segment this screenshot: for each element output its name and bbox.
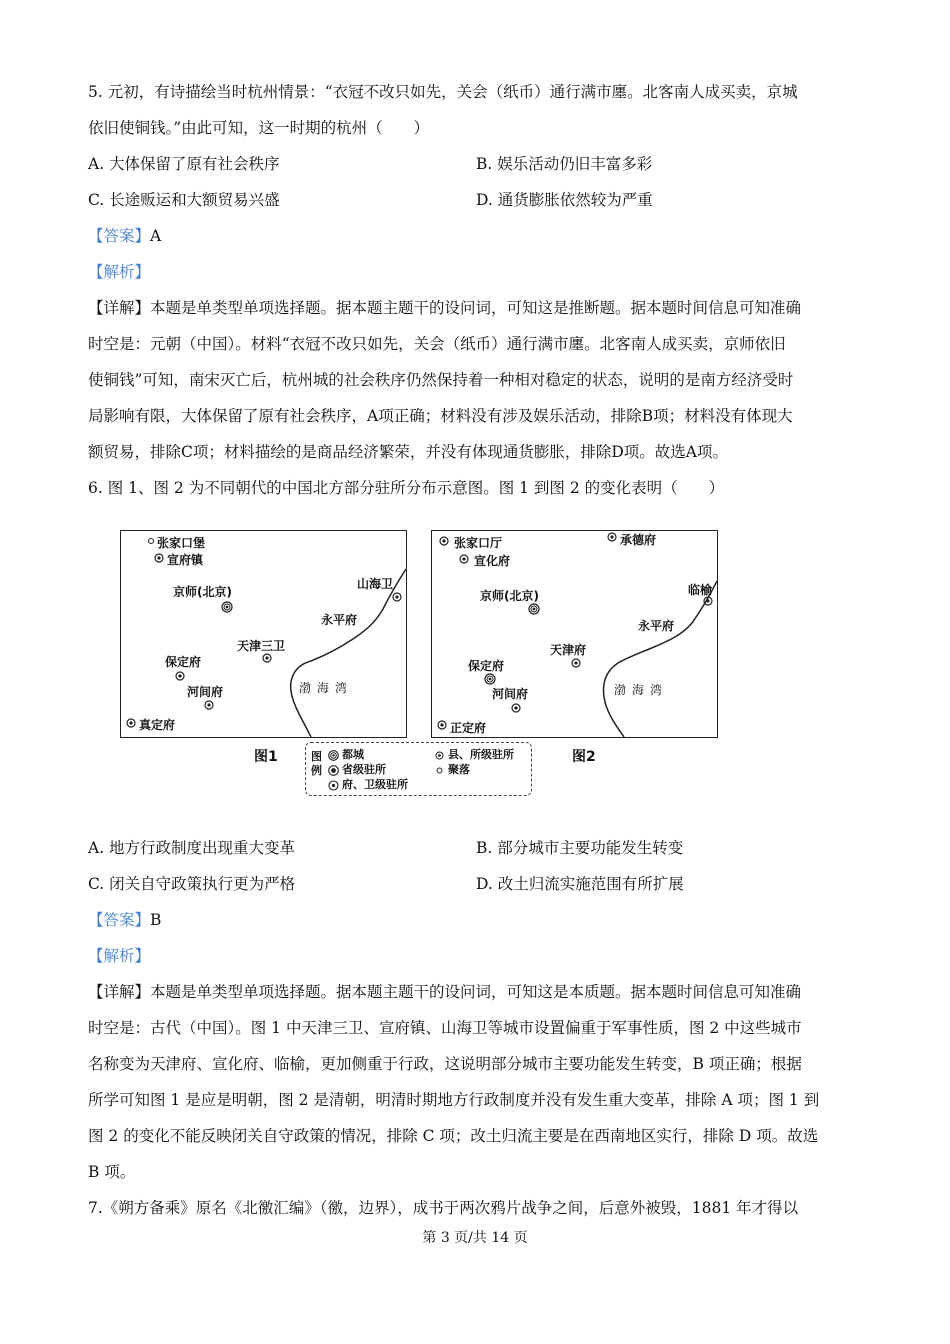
map1-label-yongping: 永平府 (321, 613, 358, 627)
map1-label-shanhaiwei: 山海卫 (357, 577, 394, 591)
map1-marker-baoding (176, 672, 184, 680)
q6-detail-line-5: 图 2 的变化不能反映闭关自守政策的情况，排除 C 项；改土归流主要是在西南地区实行，排除 D 项。故选 (88, 1127, 819, 1145)
q6-option-b: B. 部分城市主要功能发生转变 (476, 839, 684, 857)
map2-label-baoding: 保定府 (468, 659, 505, 673)
q5-detail-line-3: 使铜钱”可知，南宋灭亡后，杭州城的社会秩序仍然保持着一种相对稳定的状态，说明的是南方经济受时 (88, 371, 794, 389)
q6-option-a: A. 地方行政制度出现重大变革 (88, 839, 296, 857)
q6-option-c: C. 闭关自守政策执行更为严格 (88, 875, 296, 893)
q6-analysis-tag: 【解析】 (88, 947, 151, 965)
legend-prefecture-icon (328, 780, 339, 791)
q5-stem-line-1: 5. 元初，有诗描绘当时杭州情景：“衣冠不改只如先，关会（纸币）通行满市廛。北客南人成买卖，京城 (88, 83, 798, 101)
map1-settlement-dot (149, 539, 154, 544)
map2-marker-tianjin (572, 659, 580, 667)
legend-settlement-label: 聚落 (448, 763, 470, 776)
q6-answer (88, 902, 863, 938)
legend-capital-icon (328, 750, 339, 761)
map-2 (431, 530, 718, 738)
q5-options-row-1 (88, 146, 863, 182)
q6-detail-line-1 (88, 974, 863, 1010)
map2-marker-chengde (608, 533, 616, 541)
q5-analysis-tag: 【解析】 (88, 263, 151, 281)
legend-provincial-icon (328, 765, 339, 776)
q5-options-row-2 (88, 182, 863, 218)
q7-stem-line-1: 7.《朔方备乘》原名《北徼汇编》（徼，边界），成书于两次鸦片战争之间，后意外被毁，1881 年才得以 (88, 1199, 799, 1217)
q5-detail-line-5: 额贸易，排除C项；材料描绘的是商品经济繁荣，并没有体现通货膨胀，排除D项。故选A项。 (88, 443, 728, 461)
map-1-coastline (121, 531, 406, 737)
q6-options-row-2 (88, 866, 863, 902)
map1-label-bay: 渤海湾 (299, 681, 354, 695)
q5-detail-line-2: 时空是：元朝（中国）。材料“衣冠不改只如先，关会（纸币）通行满市廛。北客南人成买卖，京师依旧 (88, 335, 786, 353)
map1-label-baoding: 保定府 (165, 655, 202, 669)
legend-prefecture-label: 府、卫级驻所 (342, 778, 408, 791)
map1-marker-capital (222, 602, 232, 612)
map2-label-zhengding: 正定府 (450, 721, 487, 735)
q5-option-a: A. 大体保留了原有社会秩序 (88, 155, 280, 173)
map2-marker-xuanhua (460, 555, 468, 563)
q6-options-row-1 (88, 830, 863, 866)
map1-label-capital: 京师(北京) (173, 585, 232, 599)
q5-answer (88, 218, 863, 254)
map2-marker-baoding (485, 674, 495, 684)
map1-label-zhangjiakou: 张家口堡 (157, 536, 206, 550)
q5-stem-line-2: 依旧使铜钱。”由此可知，这一时期的杭州（ ） (88, 119, 430, 137)
map2-label-capital: 京师(北京) (480, 589, 539, 603)
q6-detail-text-1: 本题是单类型单项选择题。据本题主题干的设问词，可知这是本质题。据本题时间信息可知准确 (150, 983, 802, 1001)
q5-analysis (88, 254, 863, 290)
document-page (88, 74, 863, 1226)
map1-label-tianjin: 天津三卫 (237, 639, 286, 653)
legend-item-settlement (434, 761, 470, 777)
map2-marker-hejian (512, 704, 520, 712)
map1-label-xuanfu: 宣府镇 (167, 553, 204, 567)
q6-option-d: D. 改土归流实施范围有所扩展 (476, 875, 684, 893)
legend-item-provincial (328, 761, 386, 777)
legend-county-icon (434, 750, 445, 761)
map1-label-hejian: 河间府 (187, 685, 224, 699)
q5-option-d: D. 通货膨胀依然较为严重 (476, 191, 653, 209)
q5-option-c: C. 长途贩运和大额贸易兴盛 (88, 191, 280, 209)
map2-label-bay: 渤海湾 (614, 683, 669, 697)
legend-settlement-icon (434, 765, 445, 776)
map2-caption: 图2 (572, 749, 596, 765)
q5-detail-tag: 【详解】 (88, 299, 151, 317)
map1-caption: 图1 (254, 749, 278, 765)
map1-marker-shanhaiwei (393, 593, 401, 601)
map1-marker-tianjin (263, 654, 271, 662)
q6-detail-line-3: 名称变为天津府、宣化府、临榆，更加侧重于行政，这说明部分城市主要功能发生转变，B 项正确；根据 (88, 1055, 802, 1073)
map2-label-chengde: 承德府 (620, 533, 657, 547)
map2-label-linyu: 临榆 (688, 583, 713, 597)
q6-detail-tag: 【详解】 (88, 983, 151, 1001)
q6-figure (88, 512, 863, 830)
q5-answer-tag: 【答案】 (88, 227, 151, 245)
q5-detail-line-1 (88, 290, 863, 326)
q6-analysis (88, 938, 863, 974)
legend-item-prefecture (328, 776, 408, 792)
legend-provincial-label: 省级驻所 (342, 763, 386, 776)
q6-stem: 6. 图 1、图 2 为不同朝代的中国北方部分驻所分布示意图。图 1 到图 2 的变化表明（ ） (88, 479, 725, 497)
q6-detail-line-6: B 项。 (88, 1163, 136, 1181)
map1-marker-hejian (205, 701, 213, 709)
map2-marker-zhengding (438, 721, 446, 729)
map2-label-xuanhua: 宣化府 (474, 554, 511, 568)
q5-answer-value: A (150, 227, 162, 245)
q5-detail-line-4: 局影响有限，大体保留了原有社会秩序，A项正确；材料没有涉及娱乐活动，排除B项；材料没有体现大 (88, 407, 793, 425)
q6-answer-value: B (150, 911, 162, 929)
q6-detail-line-2: 时空是：古代（中国）。图 1 中天津三卫、宣府镇、山海卫等城市设置偏重于军事性质，图 2 中这些城市 (88, 1019, 802, 1037)
q6-answer-tag: 【答案】 (88, 911, 151, 929)
map2-marker-zhangjiakou (440, 537, 448, 545)
q5-option-b: B. 娱乐活动仍旧丰富多彩 (476, 155, 653, 173)
legend-county-label: 县、所级驻所 (448, 748, 514, 761)
map1-marker-zhending (127, 719, 135, 727)
map1-marker-xuanfu (155, 554, 163, 562)
map2-label-yongping: 永平府 (638, 619, 675, 633)
page-footer: 第 3 页/共 14 页 (422, 1230, 528, 1246)
map-1 (120, 530, 407, 738)
q6-detail-line-4: 所学可知图 1 是应是明朝，图 2 是清朝，明清时期地方行政制度并没有发生重大变革，排除 A 项；图 1 到 (88, 1091, 820, 1109)
q5-detail-text-1: 本题是单类型单项选择题。据本题主题干的设问词，可知这是推断题。据本题时间信息可知准确 (150, 299, 802, 317)
map2-label-zhangjiakou: 张家口厅 (454, 536, 503, 550)
map2-label-hejian: 河间府 (492, 687, 529, 701)
map-legend (305, 742, 532, 796)
legend-item-county (434, 746, 514, 762)
legend-item-capital (328, 746, 364, 762)
legend-capital-label: 都城 (342, 748, 364, 761)
map2-marker-capital (529, 604, 539, 614)
map1-label-zhending: 真定府 (139, 718, 176, 732)
legend-title: 图例 (311, 750, 322, 777)
map2-label-tianjin: 天津府 (550, 643, 587, 657)
